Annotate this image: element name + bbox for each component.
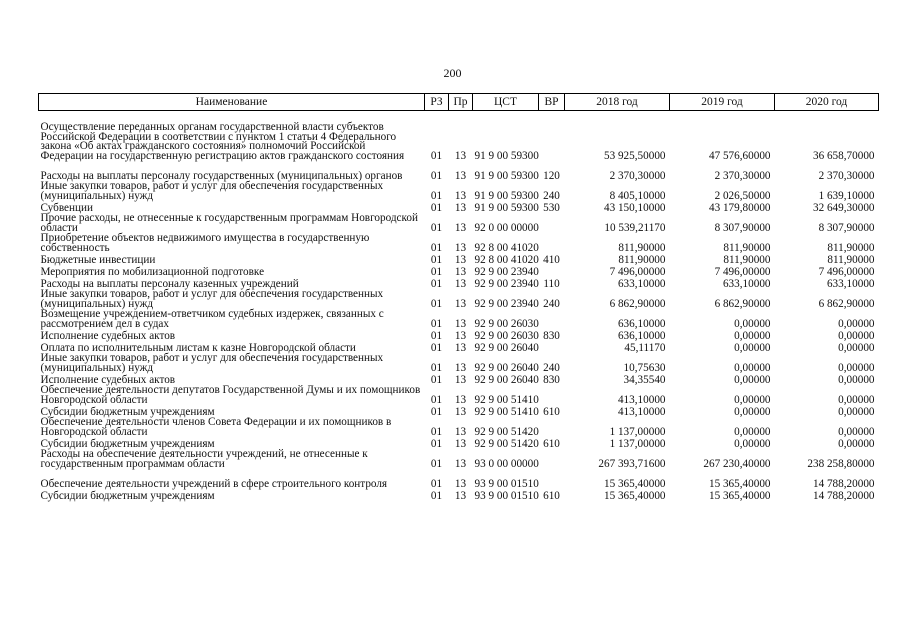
cell-vr: 240 (543, 297, 560, 310)
cell-name: Расходы на выплаты персоналу государственных (муниципальных) органов (40, 169, 403, 182)
cell-pr: 13 (454, 297, 467, 310)
table-row (39, 309, 879, 329)
cell-cst: 91 9 00 59300 (474, 201, 539, 214)
cell-pr: 13 (454, 393, 467, 406)
cell-cst: 92 9 00 23940 (474, 297, 539, 310)
cell-y2020: 811,90000 (827, 241, 875, 254)
cell-y2020: 7 496,00000 (818, 265, 875, 278)
cell-y2019: 267 230,40000 (703, 457, 771, 470)
table-row (39, 181, 879, 201)
cell-name: Иные закупки товаров, работ и услуг для обеспечения государственных (муниципальных) нужд (40, 288, 384, 310)
cell-y2020: 0,00000 (838, 373, 875, 386)
cell-pr: 13 (454, 265, 467, 278)
cell-y2018: 267 393,71600 (598, 457, 666, 470)
cell-y2020: 8 307,90000 (818, 221, 875, 234)
cell-y2020: 811,90000 (827, 253, 875, 266)
cell-rz: 01 (430, 457, 443, 470)
cell-vr (539, 265, 565, 277)
cell-y2019: 15 365,40000 (708, 477, 771, 490)
cell-cst: 91 9 00 59300 (474, 169, 539, 182)
cell-vr (539, 449, 565, 469)
cell-rz: 01 (430, 437, 443, 450)
cell-y2018: 413,10000 (617, 405, 666, 418)
cell-rz: 01 (430, 277, 443, 290)
table-row (39, 161, 879, 181)
cell-vr: 610 (543, 489, 560, 502)
cell-name: Обеспечение деятельности членов Совета Федерации и их помощников в Новгородской области (40, 416, 392, 438)
cell-y2018: 1 137,00000 (609, 437, 666, 450)
cell-cst: 92 8 00 41020 (474, 241, 539, 254)
cell-y2020: 633,10000 (826, 277, 875, 290)
cell-y2019: 43 179,80000 (708, 201, 771, 214)
table-row (39, 341, 879, 353)
cell-y2018: 636,10000 (617, 317, 666, 330)
cell-y2019: 0,00000 (734, 393, 771, 406)
cell-cst: 92 9 00 23940 (474, 265, 539, 278)
cell-pr: 13 (454, 489, 467, 502)
cell-name: Иные закупки товаров, работ и услуг для обеспечения государственных (муниципальных) нужд (40, 180, 384, 202)
cell-vr (539, 233, 565, 253)
cell-name: Субвенции (40, 201, 93, 214)
table-row (39, 201, 879, 213)
cell-pr: 13 (454, 373, 467, 386)
cell-pr: 13 (454, 437, 467, 450)
table-row (39, 449, 879, 469)
cell-y2018: 8 405,10000 (609, 189, 666, 202)
cell-rz: 01 (430, 477, 443, 490)
cell-vr (539, 469, 565, 489)
cell-y2018: 10 539,21170 (604, 221, 666, 234)
cell-pr: 13 (454, 253, 467, 266)
table-row (39, 469, 879, 489)
cell-y2018: 633,10000 (617, 277, 666, 290)
cell-vr: 610 (543, 437, 560, 450)
table-row (39, 405, 879, 417)
cell-y2020: 14 788,20000 (812, 489, 875, 502)
cell-y2019: 811,90000 (723, 241, 771, 254)
header-rz: РЗ (425, 94, 449, 111)
cell-cst: 92 9 00 51420 (474, 437, 539, 450)
cell-name: Субсидии бюджетным учреждениям (40, 405, 215, 418)
table-row (39, 289, 879, 309)
cell-y2019: 15 365,40000 (708, 489, 771, 502)
cell-pr: 13 (454, 317, 467, 330)
cell-y2020: 6 862,90000 (818, 297, 875, 310)
cell-y2020: 0,00000 (838, 317, 875, 330)
header-name: Наименование (39, 94, 425, 111)
cell-rz: 01 (430, 297, 443, 310)
budget-table (38, 93, 879, 501)
page-number: 200 (443, 66, 462, 80)
cell-y2020: 0,00000 (838, 425, 875, 438)
cell-rz: 01 (430, 265, 443, 278)
cell-name: Приобретение объектов недвижимого имущества в государственную собственность (40, 232, 370, 254)
cell-y2019: 0,00000 (734, 405, 771, 418)
cell-vr: 110 (543, 277, 560, 290)
cell-pr: 13 (454, 405, 467, 418)
cell-y2018: 43 150,10000 (603, 201, 666, 214)
cell-rz: 01 (430, 373, 443, 386)
cell-vr (539, 341, 565, 353)
cell-y2020: 0,00000 (838, 329, 875, 342)
cell-y2020: 0,00000 (838, 405, 875, 418)
cell-rz: 01 (430, 169, 443, 182)
cell-cst: 92 9 00 26030 (474, 329, 539, 342)
cell-rz: 01 (430, 253, 443, 266)
header-2019: 2019 год (670, 94, 775, 111)
table-row (39, 417, 879, 437)
cell-y2019: 2 370,30000 (714, 169, 771, 182)
cell-y2019: 0,00000 (734, 361, 771, 374)
cell-cst: 92 9 00 51420 (474, 425, 539, 438)
cell-name: Субсидии бюджетным учреждениям (40, 489, 215, 502)
cell-y2019: 6 862,90000 (714, 297, 771, 310)
cell-vr: 240 (543, 189, 560, 202)
header-cst: ЦСТ (473, 94, 539, 111)
cell-pr: 13 (454, 361, 467, 374)
cell-vr: 530 (543, 201, 560, 214)
cell-pr: 13 (454, 329, 467, 342)
cell-y2020: 238 258,80000 (807, 457, 875, 470)
cell-rz: 01 (430, 361, 443, 374)
cell-vr: 410 (543, 253, 560, 266)
cell-y2020: 36 658,70000 (812, 149, 875, 162)
cell-pr: 13 (454, 149, 467, 162)
cell-vr (539, 213, 565, 233)
cell-y2020: 32 649,30000 (812, 201, 875, 214)
cell-y2018: 53 925,50000 (603, 149, 666, 162)
cell-y2020: 14 788,20000 (812, 477, 875, 490)
cell-name: Субсидии бюджетным учреждениям (40, 437, 215, 450)
table-row (39, 253, 879, 265)
cell-cst: 92 9 00 26040 (474, 341, 539, 354)
cell-pr: 13 (454, 425, 467, 438)
cell-name: Возмещение учреждением-ответчиком судебных издержек, связанных с рассмотрением дел в судах (40, 308, 384, 330)
header-vr: ВР (539, 94, 565, 111)
cell-rz: 01 (430, 329, 443, 342)
cell-y2018: 34,35540 (623, 373, 666, 386)
cell-name: Бюджетные инвестиции (40, 253, 156, 266)
cell-pr: 13 (454, 189, 467, 202)
cell-y2018: 15 365,40000 (603, 489, 666, 502)
table-row (39, 373, 879, 385)
cell-rz: 01 (430, 405, 443, 418)
table-row (39, 385, 879, 405)
cell-pr: 13 (454, 477, 467, 490)
table-row (39, 489, 879, 501)
cell-rz: 01 (430, 341, 443, 354)
header-2020: 2020 год (775, 94, 879, 111)
cell-y2019: 0,00000 (734, 425, 771, 438)
cell-y2018: 811,90000 (618, 241, 666, 254)
cell-name: Расходы на обеспечение деятельности учреждений, не отнесенные к государственным программам области (40, 448, 368, 470)
cell-cst: 92 9 00 51410 (474, 393, 539, 406)
cell-rz: 01 (430, 149, 443, 162)
cell-cst: 91 9 00 59300 (474, 189, 539, 202)
cell-y2019: 0,00000 (734, 437, 771, 450)
cell-name: Исполнение судебных актов (40, 373, 176, 386)
cell-vr: 240 (543, 361, 560, 374)
cell-y2019: 0,00000 (734, 317, 771, 330)
cell-rz: 01 (430, 241, 443, 254)
cell-name: Мероприятия по мобилизационной подготовке (40, 265, 265, 278)
cell-y2019: 633,10000 (722, 277, 771, 290)
cell-rz: 01 (430, 189, 443, 202)
cell-vr: 830 (543, 373, 560, 386)
cell-cst: 92 8 00 41020 (474, 253, 539, 266)
cell-pr: 13 (454, 277, 467, 290)
cell-y2018: 6 862,90000 (609, 297, 666, 310)
cell-vr: 120 (543, 169, 560, 182)
table-row (39, 353, 879, 373)
cell-vr (539, 309, 565, 329)
cell-pr: 13 (454, 169, 467, 182)
table-row (39, 329, 879, 341)
table-body (39, 111, 879, 502)
cell-y2018: 15 365,40000 (603, 477, 666, 490)
cell-y2018: 636,10000 (617, 329, 666, 342)
cell-cst: 93 9 00 01510 (474, 477, 539, 490)
cell-y2020: 1 639,10000 (818, 189, 875, 202)
cell-rz: 01 (430, 201, 443, 214)
cell-y2020: 0,00000 (838, 393, 875, 406)
cell-y2020: 0,00000 (838, 437, 875, 450)
cell-cst: 93 9 00 01510 (474, 489, 539, 502)
cell-rz: 01 (430, 221, 443, 234)
table-row (39, 213, 879, 233)
table-row (39, 233, 879, 253)
header-pr: Пр (449, 94, 473, 111)
cell-rz: 01 (430, 489, 443, 502)
table-row (39, 277, 879, 289)
cell-vr (539, 417, 565, 437)
cell-cst: 92 9 00 23940 (474, 277, 539, 290)
cell-y2020: 2 370,30000 (818, 169, 875, 182)
cell-name: Прочие расходы, не отнесенные к государственным программам Новгородской области (40, 212, 418, 234)
cell-pr: 13 (454, 341, 467, 354)
cell-y2018: 413,10000 (617, 393, 666, 406)
cell-name: Расходы на выплаты персоналу казенных учреждений (40, 277, 299, 290)
cell-y2019: 47 576,60000 (708, 149, 771, 162)
cell-pr: 13 (454, 201, 467, 214)
cell-y2019: 0,00000 (734, 329, 771, 342)
cell-y2018: 45,11170 (624, 341, 666, 354)
table-row (39, 111, 879, 162)
cell-vr: 610 (543, 405, 560, 418)
cell-y2019: 0,00000 (734, 373, 771, 386)
cell-name: Обеспечение деятельности учреждений в сфере строительного контроля (40, 477, 388, 490)
cell-cst: 92 0 00 00000 (474, 221, 539, 234)
cell-y2019: 0,00000 (734, 341, 771, 354)
cell-vr (539, 111, 565, 162)
cell-y2019: 7 496,00000 (714, 265, 771, 278)
cell-cst: 92 9 00 26030 (474, 317, 539, 330)
cell-y2019: 8 307,90000 (714, 221, 771, 234)
cell-y2020: 0,00000 (838, 361, 875, 374)
table-row (39, 437, 879, 449)
cell-name: Оплата по исполнительным листам к казне Новгородской области (40, 341, 356, 354)
table-header-row (39, 94, 879, 111)
header-2018: 2018 год (565, 94, 670, 111)
cell-y2019: 811,90000 (723, 253, 771, 266)
cell-y2019: 2 026,50000 (714, 189, 771, 202)
cell-cst: 92 9 00 26040 (474, 361, 539, 374)
cell-y2018: 7 496,00000 (609, 265, 666, 278)
cell-pr: 13 (454, 457, 467, 470)
table-row (39, 265, 879, 277)
cell-y2018: 1 137,00000 (609, 425, 666, 438)
cell-cst: 91 9 00 59300 (474, 149, 539, 162)
cell-name: Исполнение судебных актов (40, 329, 176, 342)
cell-name: Осуществление переданных органам государственной власти субъектов Российской Федерации в соответствии с пунктом 1 статьи 4 Федерального закона «Об актах гражданского состояния» полномочий Российской Федерации на государственную регистрацию актов гражданского состояния (40, 121, 405, 162)
cell-cst: 92 9 00 26040 (474, 373, 539, 386)
cell-name: Обеспечение деятельности депутатов Государственной Думы и их помощников Новгородской области (40, 384, 421, 406)
cell-rz: 01 (430, 425, 443, 438)
cell-cst: 93 0 00 00000 (474, 457, 539, 470)
cell-y2018: 811,90000 (618, 253, 666, 266)
cell-y2020: 0,00000 (838, 341, 875, 354)
cell-vr: 830 (543, 329, 560, 342)
cell-y2018: 2 370,30000 (609, 169, 666, 182)
cell-y2018: 10,75630 (623, 361, 666, 374)
cell-rz: 01 (430, 393, 443, 406)
cell-name: Иные закупки товаров, работ и услуг для обеспечения государственных (муниципальных) нужд (40, 352, 384, 374)
cell-pr: 13 (454, 241, 467, 254)
cell-pr: 13 (454, 221, 467, 234)
cell-vr (539, 385, 565, 405)
cell-rz: 01 (430, 317, 443, 330)
cell-cst: 92 9 00 51410 (474, 405, 539, 418)
